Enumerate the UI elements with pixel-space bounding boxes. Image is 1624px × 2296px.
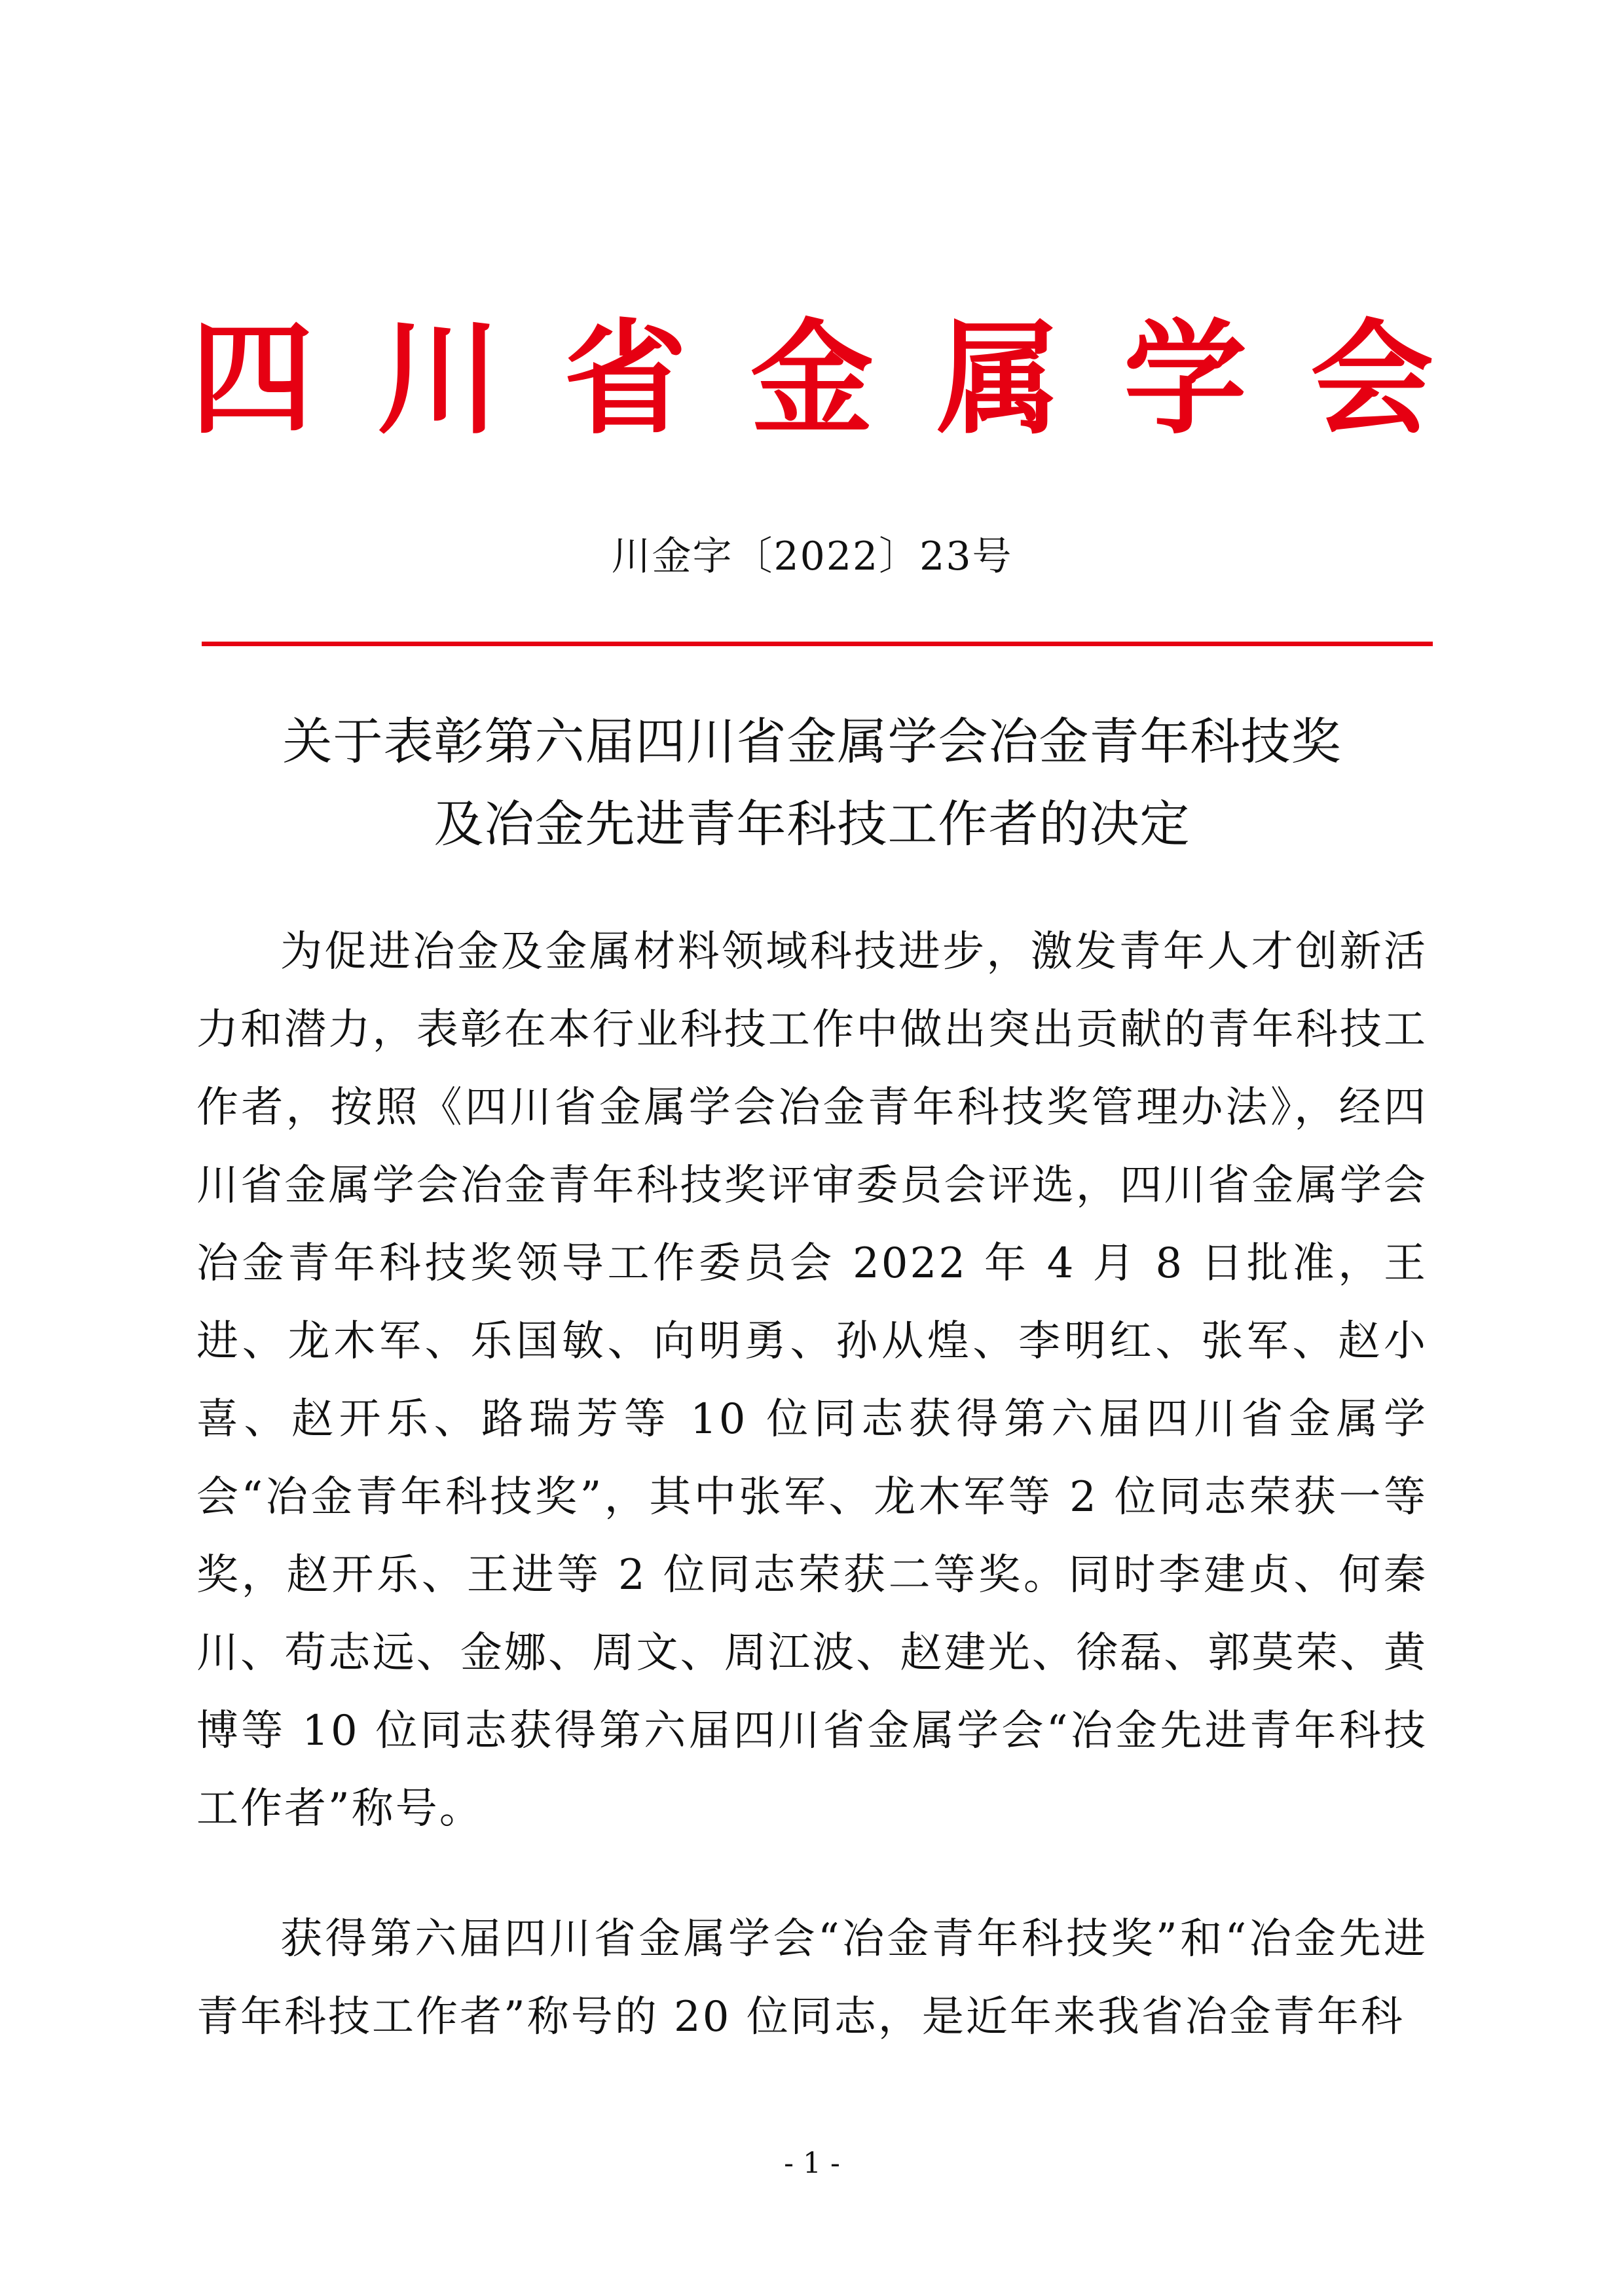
document-number: 川金字〔2022〕23号 — [611, 534, 1013, 579]
page-number: - 1 - — [784, 2147, 840, 2180]
org-name-char: 川 — [377, 308, 500, 451]
org-name-char: 属 — [937, 308, 1060, 451]
org-name-char: 学 — [1124, 308, 1247, 451]
org-name-char: 四 — [191, 308, 314, 451]
org-name-char: 会 — [1310, 308, 1433, 451]
org-name-char: 省 — [564, 308, 687, 451]
document-body — [196, 913, 1428, 2056]
header-divider — [202, 642, 1433, 646]
organization-header — [190, 298, 1434, 462]
org-name-char: 金 — [750, 308, 874, 451]
document-title — [0, 701, 1624, 866]
body-paragraph-1: 为促进冶金及金属材料领域科技进步，激发青年人才创新活力和潜力，表彰在本行业科技工作中做出突出贡献的青年科技工作者，按照《四川省金属学会冶金青年科技奖管理办法》，经四川省金属学会冶金青年科技奖评审委员会评选，四川省金属学会冶金青年科技奖领导工作委员会 2022 年 4 月 8 日批准，王进、龙木军、乐国敏、向明勇、孙从煌、李明红、张军、赵小喜、赵开乐、路瑞芳等 10 位同志获得第六届四川省金属学会“冶金青年科技奖”，其中张军、龙木军等 2 位同志荣获一等奖，赵开乐、王进等 2 位同志荣获二等奖。同时李建贞、何秦川、苟志远、金娜、周文、周江波、赵建光、徐磊、郭莫荣、黄博等 10 位同志获得第六届四川省金属学会“冶金先进青年科技工作者”称号。 — [196, 928, 1428, 1833]
title-line-1: 关于表彰第六届四川省金属学会冶金青年科技奖 — [282, 712, 1342, 771]
body-paragraph-2: 获得第六届四川省金属学会“冶金青年科技奖”和“冶金先进青年科技工作者”称号的 20 位同志，是近年来我省冶金青年科 — [196, 1915, 1428, 2041]
title-line-2: 及冶金先进青年科技工作者的决定 — [434, 795, 1190, 853]
